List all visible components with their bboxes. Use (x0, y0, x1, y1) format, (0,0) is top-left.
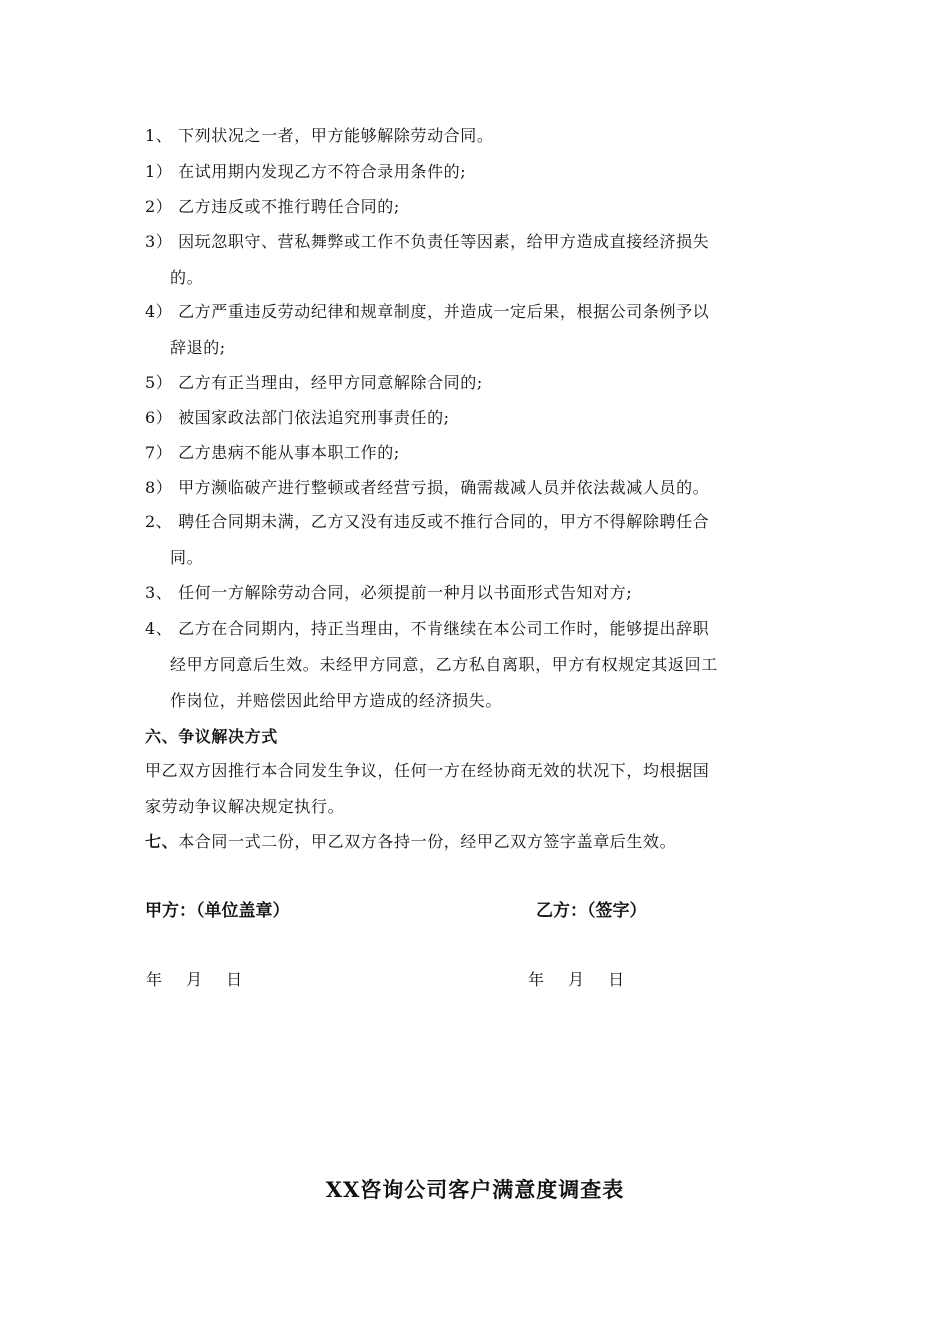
clause-1-item-3: 3） 因玩忽职守、营私舞弊或工作不负责任等因素，给甲方造成直接经济损失 (145, 232, 710, 251)
survey-title: XX咨询公司客户满意度调查表 (325, 1177, 625, 1202)
party-b-date: 年 月 日 (528, 970, 625, 989)
clause-1-item-7: 7） 乙方患病不能从事本职工作的; (145, 443, 400, 462)
clause-1-item-4-continued: 辞退的; (170, 338, 226, 357)
party-a-date: 年 月 日 (146, 970, 243, 989)
clause-1-item-1: 1） 在试用期内发现乙方不符合录用条件的; (145, 162, 467, 181)
section-7-body: 本合同一式二份，甲乙双方各持一份，经甲乙双方签字盖章后生效。 (178, 832, 677, 851)
clause-1-item-2: 2） 乙方违反或不推行聘任合同的; (145, 197, 400, 216)
clause-1-item-8: 8） 甲方濒临破产进行整顿或者经营亏损，确需裁减人员并依法裁减人员的。 (145, 478, 710, 497)
clause-1-item-6: 6） 被国家政法部门依法追究刑事责任的; (145, 408, 450, 427)
clause-1-item-5: 5） 乙方有正当理由，经甲方同意解除合同的; (145, 373, 483, 392)
clause-2: 2、 聘任合同期未满，乙方又没有违反或不推行合同的，甲方不得解除聘任合 (145, 512, 710, 531)
clause-1-item-3-continued: 的。 (170, 268, 204, 287)
clause-4-continued-2: 作岗位，并赔偿因此给甲方造成的经济损失。 (170, 691, 503, 710)
section-6-body-continued: 家劳动争议解决规定执行。 (145, 797, 345, 816)
section-6-body: 甲乙双方因推行本合同发生争议，任何一方在经协商无效的状况下，均根据国 (145, 761, 710, 780)
clause-3: 3、 任何一方解除劳动合同，必须提前一种月以书面形式告知对方; (145, 583, 633, 602)
clause-1: 1、 下列状况之一者，甲方能够解除劳动合同。 (145, 126, 494, 145)
party-a-label: 甲方：（单位盖章） (145, 901, 290, 921)
party-b-label: 乙方：（签字） (536, 901, 647, 921)
section-7-heading: 七、 (145, 832, 179, 851)
section-6-heading: 六、争议解决方式 (145, 727, 278, 746)
clause-4: 4、 乙方在合同期内，持正当理由，不肯继续在本公司工作时，能够提出辞职 (145, 619, 710, 638)
clause-4-continued-1: 经甲方同意后生效。未经甲方同意，乙方私自离职，甲方有权规定其返回工 (170, 655, 718, 674)
clause-1-item-4: 4） 乙方严重违反劳动纪律和规章制度，并造成一定后果，根据公司条例予以 (145, 302, 710, 321)
clause-2-continued: 同。 (170, 548, 204, 567)
section-7 (145, 832, 676, 852)
